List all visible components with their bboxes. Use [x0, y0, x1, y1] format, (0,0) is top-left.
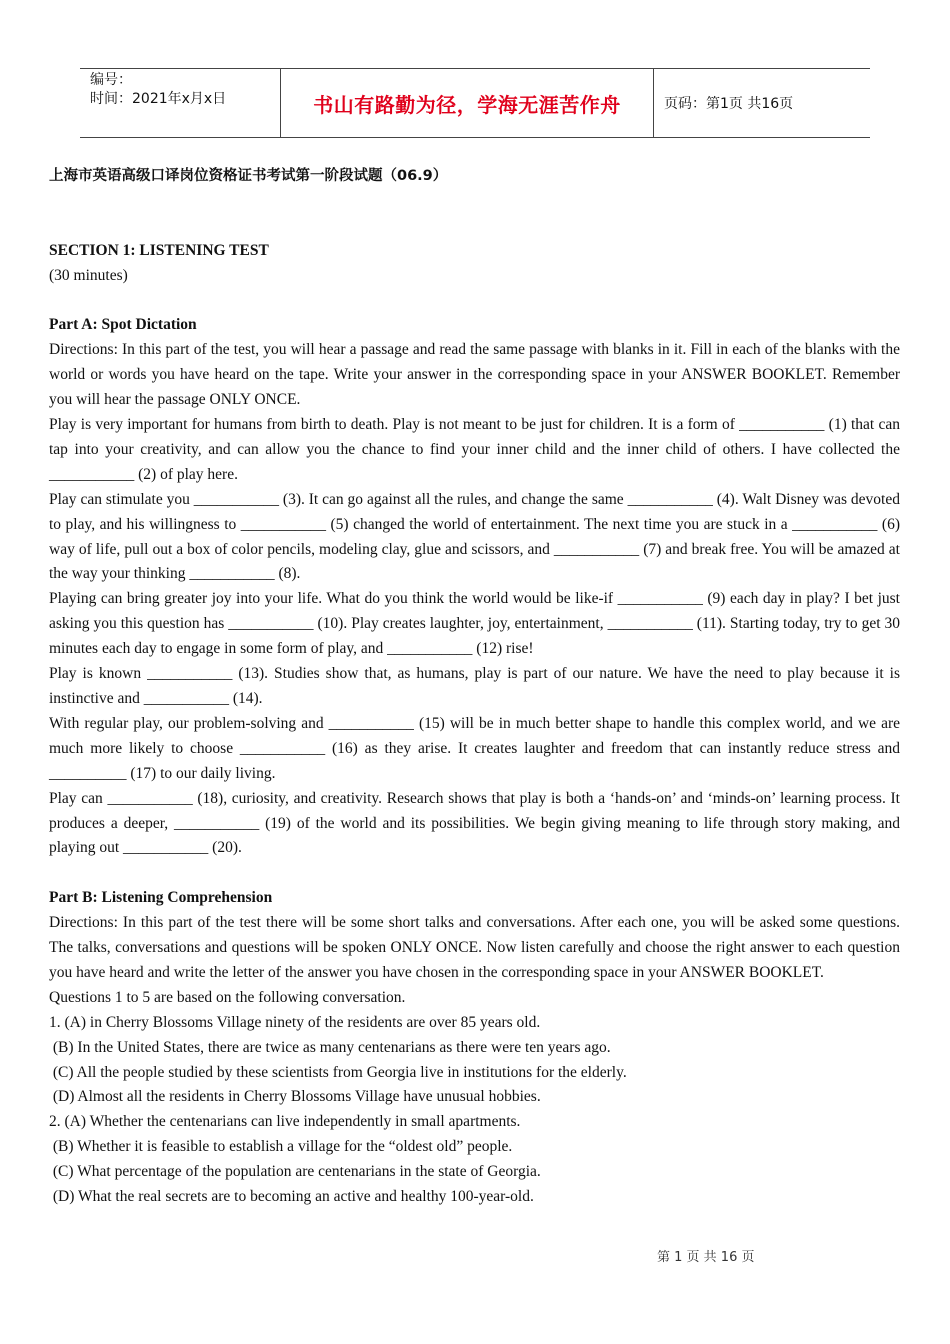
section-title: SECTION 1: LISTENING TEST [49, 241, 269, 259]
header-motto: 书山有路勤为径，学海无涯苦作舟 [281, 69, 654, 137]
question-option: (C) What percentage of the population are centenarians in the state of Georgia. [49, 1163, 541, 1181]
part-b-heading: Part B: Listening Comprehension [49, 889, 273, 907]
number-label: 编号： [90, 72, 132, 88]
header-meta [80, 69, 281, 137]
document-title: 上海市英语高级口译岗位资格证书考试第一阶段试题（06.9） [49, 168, 448, 184]
page-footer: 第 1 页 共 16 页 [657, 1250, 755, 1265]
passage-paragraph: Playing can bring greater joy into your life. What do you think the world would be like-if ___________ (9) each day in play? I bet just asking you this question has ___________ (10). Play creates laughter, joy, entertainment, ___________ (11). Starting today, try to get 30 minutes each day to engage in some form of play, and ___________ (12) rise! [49, 590, 900, 658]
part-a-directions: Directions: In this part of the test, you will hear a passage and read the same passage with blanks in it. Fill in each of the blanks with the world or words you have heard on the tape. Write your answer in the corresponding space in your ANSWER BOOKLET. Remember you will hear the passage ONLY ONCE. [49, 341, 900, 409]
passage-paragraph: Play is known ___________ (13). Studies show that, as humans, play is part of our nature. We have the need to play because it is instinctive and ___________ (14). [49, 665, 900, 707]
passage-paragraph: Play can stimulate you ___________ (3). It can go against all the rules, and change the same ___________ (4). Walt Disney was devoted to play, and his willingness to ___________ (5) changed the world of entertainment. The next time you are stuck in a ___________ (6) way of life, pull out a box of color pencils, modeling clay, glue and scissors, and ___________ (7) and break free. You will be amazed at the way your thinking ___________ (8). [49, 490, 900, 583]
question-option: 2. (A) Whether the centenarians can live independently in small apartments. [49, 1113, 521, 1131]
question-option: (B) In the United States, there are twice as many centenarians as there were ten years ago. [49, 1038, 611, 1056]
passage-paragraph: With regular play, our problem-solving and ___________ (15) will be in much better shape to handle this complex world, and we are much more likely to choose ___________ (16) as they arise. It creates laughter and freedom that can instantly reduce stress and __________ (17) to our daily living. [49, 714, 900, 782]
question-option: (B) Whether it is feasible to establish a village for the “oldest old” people. [49, 1138, 513, 1156]
passage-paragraph: Play is very important for humans from birth to death. Play is not meant to be just for children. It is a form of ___________ (1) that can tap into your creativity, and can allow you the chance to find your inner child and the inner child of others. I have collected the ___________ (2) of play here. [49, 416, 900, 483]
part-b-directions: Directions: In this part of the test there will be some short talks and conversations. After each one, you will be asked some questions. The talks, conversations and questions will be spoken ONLY ONCE. Now listen carefully and choose the right answer to each question you have heard and write the letter of the answer you have chosen in the corresponding space in your ANSWER BOOKLET. [49, 914, 900, 981]
part-a-heading: Part A: Spot Dictation [49, 316, 197, 334]
time-label: 时间：2021年x月x日 [90, 91, 227, 107]
question-option: (D) What the real secrets are to becoming an active and healthy 100-year-old. [49, 1188, 534, 1206]
questions-intro: Questions 1 to 5 are based on the following conversation. [49, 988, 406, 1006]
question-option: (D) Almost all the residents in Cherry Blossoms Village have unusual hobbies. [49, 1088, 541, 1106]
question-option: 1. (A) in Cherry Blossoms Village ninety of the residents are over 85 years old. [49, 1013, 541, 1031]
page-header [80, 68, 870, 138]
document-body [49, 164, 900, 1210]
question-option: (C) All the people studied by these scientists from Georgia live in institutions for the elderly. [49, 1063, 627, 1081]
header-page-info: 页码：第1页 共16页 [664, 96, 794, 112]
section-time: (30 minutes) [49, 266, 128, 284]
passage-paragraph: Play can ___________ (18), curiosity, and creativity. Research shows that play is both a ‘hands-on’ and ‘minds-on’ learning process. It produces a deeper, ___________ (19) of the world and its possibilities. We begin giving meaning to life through story making, and playing out ___________ (20). [49, 789, 900, 857]
